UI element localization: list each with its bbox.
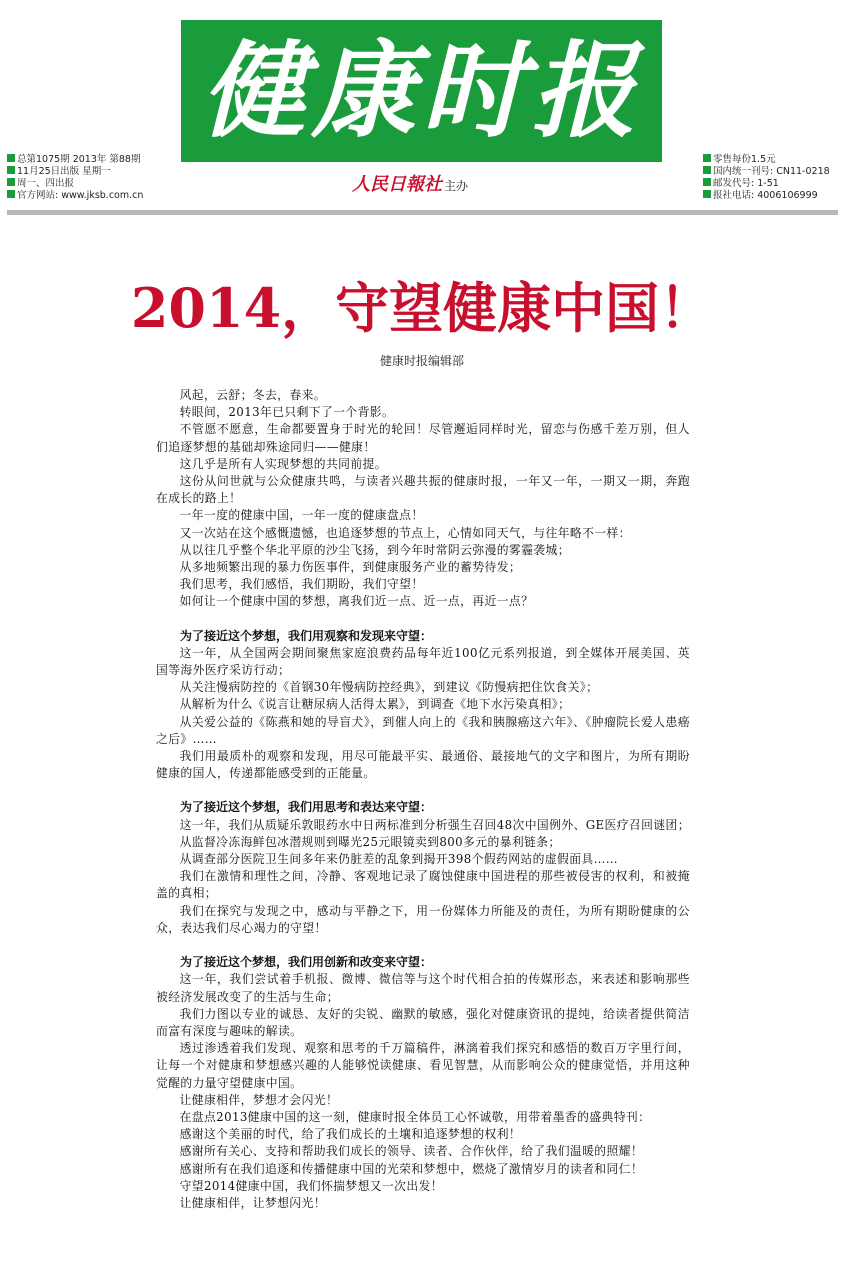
section-paragraph: 这一年，从全国两会期间聚焦家庭浪费药品每年近100亿元系列报道，到全媒体开展美国、英国等海外医疗采访行动； (156, 645, 690, 678)
price-info-line: 邮发代号: 1-51 (703, 176, 843, 188)
masthead-divider (7, 210, 838, 215)
price-info-line: 国内统一刊号: CN11-0218 (703, 164, 843, 176)
section-paragraph: 守望2014健康中国，我们怀揣梦想又一次出发！ (179, 1178, 443, 1193)
section-paragraph: 让健康相伴，梦想才会闪光！ (179, 1092, 339, 1107)
price-info (703, 152, 843, 200)
intro-paragraph: 这份从问世就与公众健康共鸣，与读者兴趣共振的健康时报，一年又一年，一期又一期，奔跑在成长的路上！ (156, 474, 690, 506)
issue-info-line: 11月25日出版 星期一 (7, 164, 177, 176)
issue-info (7, 152, 177, 200)
section-paragraph: 从监督冷冻海鲜包冰潜规则到曝光25元眼镜卖到800多元的暴利链条； (179, 834, 561, 849)
section-paragraph: 我们在激情和理性之间，冷静、客观地记录了腐蚀健康中国进程的那些被侵害的权利，和被掩盖的真相； (156, 869, 690, 901)
section-paragraph: 这一年，我们尝试着手机报、微博、微信等与这个时代相合拍的传媒形态，来表述和影响那些被经济发展改变了的生活与生命； (156, 972, 690, 1004)
masthead-logo-text: 健康时报 (201, 29, 642, 152)
section-heading: 为了接近这个梦想，我们用思考和表达来守望： (180, 800, 433, 815)
issue-info-line: 周一、四出报 (7, 176, 177, 188)
intro-paragraph: 又一次站在这个感慨遗憾，也追逐梦想的节点上，心情如同天气，与往年略不一样： (179, 525, 631, 540)
intro-paragraph: 一年一度的健康中国，一年一度的健康盘点！ (179, 508, 424, 523)
publisher-name: 人民日報社 (352, 174, 442, 195)
intro-paragraph: 如何让一个健康中国的梦想，离我们近一点、近一点，再近一点？ (179, 594, 534, 609)
price-info-line: 零售每份1.5元 (703, 152, 843, 164)
masthead-logo (181, 20, 662, 162)
intro-paragraph: 风起，云舒；冬去，春来。 (179, 388, 326, 402)
intro-paragraph: 我们思考，我们感悟，我们期盼，我们守望！ (179, 577, 424, 592)
intro-paragraph: 不管愿不愿意，生命都要置身于时光的轮回！尽管邂逅同样时光，留恋与伤感千差万别，但人们追逐梦想的基础却殊途同归——健康！ (156, 422, 690, 454)
section-paragraph: 透过渗透着我们发现、观察和思考的千万篇稿件，淋漓着我们探究和感悟的数百万字里行间，让每一个对健康和梦想感兴趣的人能够悦读健康、看见智慧，从而影响公众的健康觉悟，并用这种觉醒的力量守望健康中国。 (156, 1041, 690, 1090)
section-paragraph: 让健康相伴，让梦想闪光！ (179, 1195, 326, 1210)
publisher-credit (352, 170, 468, 196)
section-paragraph: 这一年，我们从质疑乐敦眼药水中日两标准到分析强生召回48次中国例外、GE医疗召回谜团； (179, 817, 690, 832)
bullet-square-icon (703, 154, 711, 162)
section-paragraph: 我们用最质朴的观察和发现，用尽可能最平实、最通俗、最接地气的文字和图片，为所有期盼健康的国人，传递都能感受到的正能量。 (156, 749, 690, 781)
publisher-role: 主办 (444, 179, 469, 193)
bullet-square-icon (7, 190, 15, 198)
bullet-square-icon (703, 190, 711, 198)
price-info-line: 报社电话: 4006106999 (703, 188, 843, 200)
bullet-square-icon (703, 178, 711, 186)
bullet-square-icon (7, 154, 15, 162)
bullet-square-icon (7, 166, 15, 174)
intro-paragraph: 转眼间，2013年已只剩下了一个背影。 (179, 405, 395, 420)
section-paragraph: 从关爱公益的《陈燕和她的导盲犬》，到催人向上的《我和胰腺癌这六年》、《肿瘤院长爱人患癌之后》…… (156, 714, 690, 746)
headline: 2014，守望健康中国！ (130, 276, 714, 340)
section-paragraph: 在盘点2013健康中国的这一刻，健康时报全体员工心怀诚敬，用带着墨香的盛典特刊： (179, 1109, 651, 1124)
website-info-line[interactable]: 官方网站: www.jksb.com.cn (7, 188, 177, 200)
section-paragraph: 感谢所有在我们追逐和传播健康中国的光荣和梦想中，燃烧了激情岁月的读者和同仁！ (179, 1161, 644, 1176)
section-paragraph: 从关注慢病防控的《首钢30年慢病防控经典》，到建议《防慢病把住饮食关》； (179, 680, 599, 695)
section-paragraph: 感谢所有关心、支持和帮助我们成长的领导、读者、合作伙伴，给了我们温暖的照耀！ (179, 1144, 644, 1159)
section-heading: 为了接近这个梦想，我们用观察和发现来守望： (180, 628, 433, 643)
article-body (156, 387, 690, 1212)
bullet-square-icon (703, 166, 711, 174)
section-paragraph: 我们在探究与发现之中，感动与平静之下，用一份媒体力所能及的责任，为所有期盼健康的公众，表达我们尽心竭力的守望！ (156, 903, 690, 935)
byline: 健康时报编辑部 (379, 354, 464, 368)
intro-paragraph: 从以往几乎整个华北平原的沙尘飞扬，到今年时常阴云弥漫的雾霾袭城； (179, 542, 570, 557)
issue-info-line: 总第1075期 2013年 第88期 (7, 152, 177, 164)
section-paragraph: 从解析为什么《说言让糖尿病人活得太累》，到调查《地下水污染真相》； (179, 697, 571, 712)
intro-paragraph: 这几乎是所有人实现梦想的共同前提。 (179, 456, 387, 471)
section-paragraph: 从调查部分医院卫生间多年来仍脏差的乱象到揭开398个假药网站的虚假面具…… (179, 852, 619, 867)
section-paragraph: 感谢这个美丽的时代，给了我们成长的土壤和追逐梦想的权利！ (179, 1127, 522, 1142)
intro-paragraph: 从多地频繁出现的暴力伤医事件，到健康服务产业的蓄势待发； (179, 560, 522, 575)
section-heading: 为了接近这个梦想，我们用创新和改变来守望： (180, 955, 433, 970)
section-paragraph: 我们力图以专业的诚恳、友好的尖锐、幽默的敏感，强化对健康资讯的提纯，给读者提供简洁而富有深度与趣味的解读。 (156, 1006, 690, 1038)
bullet-square-icon (7, 178, 15, 186)
